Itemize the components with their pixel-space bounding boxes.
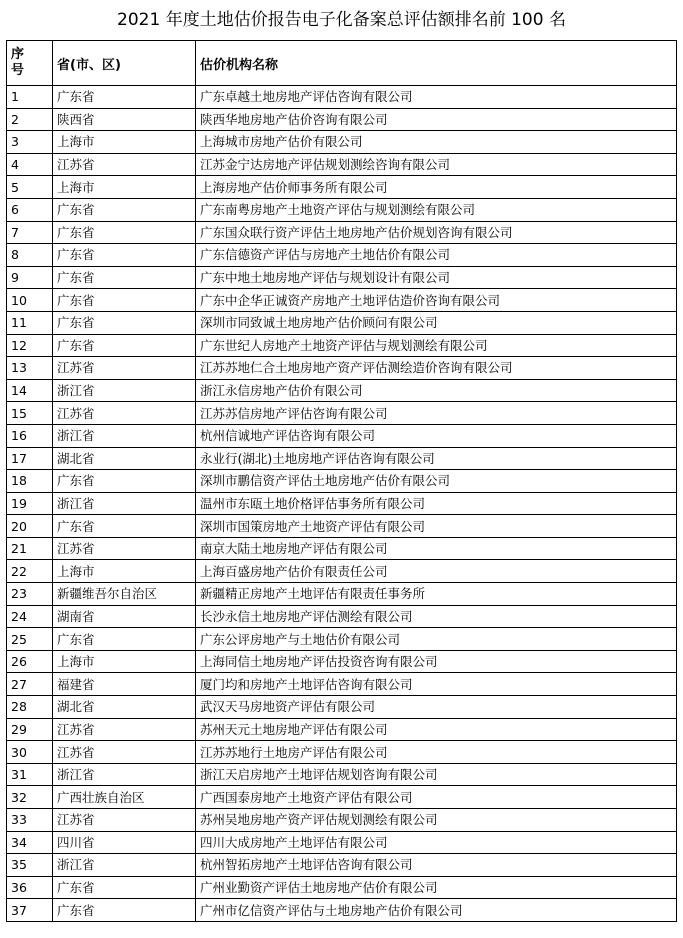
cell-org: 深圳市鹏信资产评估土地房地产估价有限公司 (196, 470, 677, 493)
table-row (7, 809, 677, 832)
table-row (7, 86, 677, 109)
cell-region: 广东省 (53, 311, 196, 334)
cell-no: 12 (7, 334, 53, 357)
cell-region: 湖北省 (53, 447, 196, 470)
cell-org: 广州业勤资产评估土地房地产估价有限公司 (196, 876, 677, 899)
cell-no: 3 (7, 131, 53, 154)
cell-no: 4 (7, 153, 53, 176)
cell-region: 江苏省 (53, 809, 196, 832)
cell-no: 18 (7, 470, 53, 493)
cell-no: 28 (7, 696, 53, 719)
cell-region: 江苏省 (53, 153, 196, 176)
table-row (7, 560, 677, 583)
cell-org: 江苏苏信房地产评估咨询有限公司 (196, 402, 677, 425)
cell-no: 5 (7, 176, 53, 199)
cell-region: 广西壮族自治区 (53, 786, 196, 809)
cell-org: 广东世纪人房地产土地资产评估与规划测绘有限公司 (196, 334, 677, 357)
cell-org: 深圳市同致诚土地房地产估价顾问有限公司 (196, 311, 677, 334)
cell-org: 江苏苏地行土地房产评估有限公司 (196, 741, 677, 764)
cell-region: 江苏省 (53, 402, 196, 425)
table-row (7, 176, 677, 199)
table-row (7, 583, 677, 606)
cell-org: 陕西华地房地产估价咨询有限公司 (196, 108, 677, 131)
cell-org: 上海同信土地房地产评估投资咨询有限公司 (196, 650, 677, 673)
table-row (7, 718, 677, 741)
cell-no: 1 (7, 86, 53, 109)
cell-no: 15 (7, 402, 53, 425)
cell-org: 上海城市房地产估价有限公司 (196, 131, 677, 154)
cell-no: 32 (7, 786, 53, 809)
cell-org: 南京大陆土地房地产评估有限公司 (196, 537, 677, 560)
cell-org: 四川大成房地产土地评估有限公司 (196, 831, 677, 854)
table-row (7, 402, 677, 425)
cell-no: 27 (7, 673, 53, 696)
cell-region: 陕西省 (53, 108, 196, 131)
cell-org: 厦门均和房地产土地评估咨询有限公司 (196, 673, 677, 696)
cell-region: 浙江省 (53, 763, 196, 786)
cell-org: 永业行(湖北)土地房地产评估咨询有限公司 (196, 447, 677, 470)
cell-region: 湖南省 (53, 605, 196, 628)
cell-region: 新疆维吾尔自治区 (53, 583, 196, 606)
cell-no: 35 (7, 854, 53, 877)
cell-no: 9 (7, 266, 53, 289)
table-row (7, 537, 677, 560)
table-row (7, 786, 677, 809)
table-row (7, 763, 677, 786)
cell-no: 26 (7, 650, 53, 673)
table-row (7, 153, 677, 176)
cell-no: 29 (7, 718, 53, 741)
ranking-table (6, 40, 677, 922)
cell-org: 杭州智拓房地产土地评估咨询有限公司 (196, 854, 677, 877)
cell-org: 浙江天启房地产土地评估规划咨询有限公司 (196, 763, 677, 786)
cell-no: 22 (7, 560, 53, 583)
table-row (7, 515, 677, 538)
cell-org: 长沙永信土地房地产评估测绘有限公司 (196, 605, 677, 628)
cell-region: 广东省 (53, 876, 196, 899)
cell-no: 19 (7, 492, 53, 515)
cell-no: 10 (7, 289, 53, 312)
table-row (7, 131, 677, 154)
header-org: 估价机构名称 (196, 41, 677, 86)
table-row (7, 605, 677, 628)
cell-org: 广东信德资产评估与房地产土地估价有限公司 (196, 244, 677, 267)
header-no-line2: 号 (11, 63, 25, 78)
cell-region: 广东省 (53, 899, 196, 922)
cell-region: 广东省 (53, 86, 196, 109)
cell-region: 江苏省 (53, 357, 196, 380)
table-row (7, 628, 677, 651)
cell-no: 2 (7, 108, 53, 131)
cell-region: 湖北省 (53, 696, 196, 719)
cell-region: 上海市 (53, 176, 196, 199)
cell-org: 广东南粤房地产土地资产评估与规划测绘有限公司 (196, 198, 677, 221)
cell-no: 31 (7, 763, 53, 786)
cell-region: 广东省 (53, 334, 196, 357)
table-row (7, 244, 677, 267)
cell-no: 17 (7, 447, 53, 470)
cell-region: 广东省 (53, 628, 196, 651)
cell-org: 苏州吴地房地产资产评估规划测绘有限公司 (196, 809, 677, 832)
cell-region: 江苏省 (53, 537, 196, 560)
cell-region: 上海市 (53, 131, 196, 154)
cell-no: 24 (7, 605, 53, 628)
cell-region: 广东省 (53, 470, 196, 493)
table-row (7, 289, 677, 312)
table-row (7, 447, 677, 470)
cell-region: 广东省 (53, 515, 196, 538)
cell-org: 广东中地土地房地产评估与规划设计有限公司 (196, 266, 677, 289)
header-no-line1: 序 (11, 47, 25, 62)
cell-org: 广州市亿信资产评估与土地房地产估价有限公司 (196, 899, 677, 922)
cell-no: 21 (7, 537, 53, 560)
cell-region: 广东省 (53, 266, 196, 289)
cell-no: 13 (7, 357, 53, 380)
table-row (7, 311, 677, 334)
cell-org: 浙江永信房地产估价有限公司 (196, 379, 677, 402)
cell-region: 广东省 (53, 289, 196, 312)
cell-org: 广东国众联行资产评估土地房地产估价规划咨询有限公司 (196, 221, 677, 244)
cell-org: 新疆精正房地产土地评估有限责任事务所 (196, 583, 677, 606)
table-row (7, 198, 677, 221)
cell-org: 江苏金宁达房地产评估规划测绘咨询有限公司 (196, 153, 677, 176)
table-row (7, 831, 677, 854)
cell-region: 广东省 (53, 221, 196, 244)
cell-no: 25 (7, 628, 53, 651)
cell-no: 36 (7, 876, 53, 899)
cell-org: 深圳市国策房地产土地资产评估有限公司 (196, 515, 677, 538)
table-row (7, 424, 677, 447)
cell-no: 23 (7, 583, 53, 606)
cell-org: 杭州信诚地产评估咨询有限公司 (196, 424, 677, 447)
table-row (7, 221, 677, 244)
cell-no: 30 (7, 741, 53, 764)
cell-region: 广东省 (53, 198, 196, 221)
table-row (7, 108, 677, 131)
document-title: 2021 年度土地估价报告电子化备案总评估额排名前 100 名 (117, 10, 566, 30)
cell-region: 广东省 (53, 244, 196, 267)
cell-region: 浙江省 (53, 854, 196, 877)
table-row (7, 357, 677, 380)
cell-no: 34 (7, 831, 53, 854)
table-row (7, 696, 677, 719)
cell-org: 上海房地产估价师事务所有限公司 (196, 176, 677, 199)
cell-no: 11 (7, 311, 53, 334)
cell-org: 苏州天元土地房地产评估有限公司 (196, 718, 677, 741)
table-row (7, 741, 677, 764)
table-row (7, 492, 677, 515)
table-row (7, 899, 677, 922)
cell-no: 33 (7, 809, 53, 832)
cell-org: 广东公评房地产与土地估价有限公司 (196, 628, 677, 651)
header-no (7, 41, 53, 86)
cell-region: 江苏省 (53, 741, 196, 764)
cell-region: 浙江省 (53, 424, 196, 447)
cell-region: 上海市 (53, 560, 196, 583)
cell-org: 温州市东瓯土地价格评估事务所有限公司 (196, 492, 677, 515)
cell-no: 16 (7, 424, 53, 447)
cell-org: 广西国泰房地产土地资产评估有限公司 (196, 786, 677, 809)
table-row (7, 470, 677, 493)
cell-org: 武汉天马房地资产评估有限公司 (196, 696, 677, 719)
table-row (7, 379, 677, 402)
table-row (7, 650, 677, 673)
cell-no: 7 (7, 221, 53, 244)
table-row (7, 266, 677, 289)
cell-region: 浙江省 (53, 492, 196, 515)
cell-region: 江苏省 (53, 718, 196, 741)
cell-no: 37 (7, 899, 53, 922)
cell-org: 广东卓越土地房地产评估咨询有限公司 (196, 86, 677, 109)
cell-org: 广东中企华正诚资产房地产土地评估造价咨询有限公司 (196, 289, 677, 312)
cell-region: 四川省 (53, 831, 196, 854)
table-body (7, 86, 677, 922)
cell-org: 江苏苏地仁合土地房地产资产评估测绘造价咨询有限公司 (196, 357, 677, 380)
cell-region: 福建省 (53, 673, 196, 696)
table-header-row (7, 41, 677, 86)
cell-region: 上海市 (53, 650, 196, 673)
table-row (7, 876, 677, 899)
header-region: 省(市、区) (53, 41, 196, 86)
cell-no: 20 (7, 515, 53, 538)
table-row (7, 334, 677, 357)
cell-no: 14 (7, 379, 53, 402)
cell-org: 上海百盛房地产估价有限责任公司 (196, 560, 677, 583)
table-row (7, 854, 677, 877)
table-row (7, 673, 677, 696)
cell-no: 6 (7, 198, 53, 221)
cell-region: 浙江省 (53, 379, 196, 402)
cell-no: 8 (7, 244, 53, 267)
